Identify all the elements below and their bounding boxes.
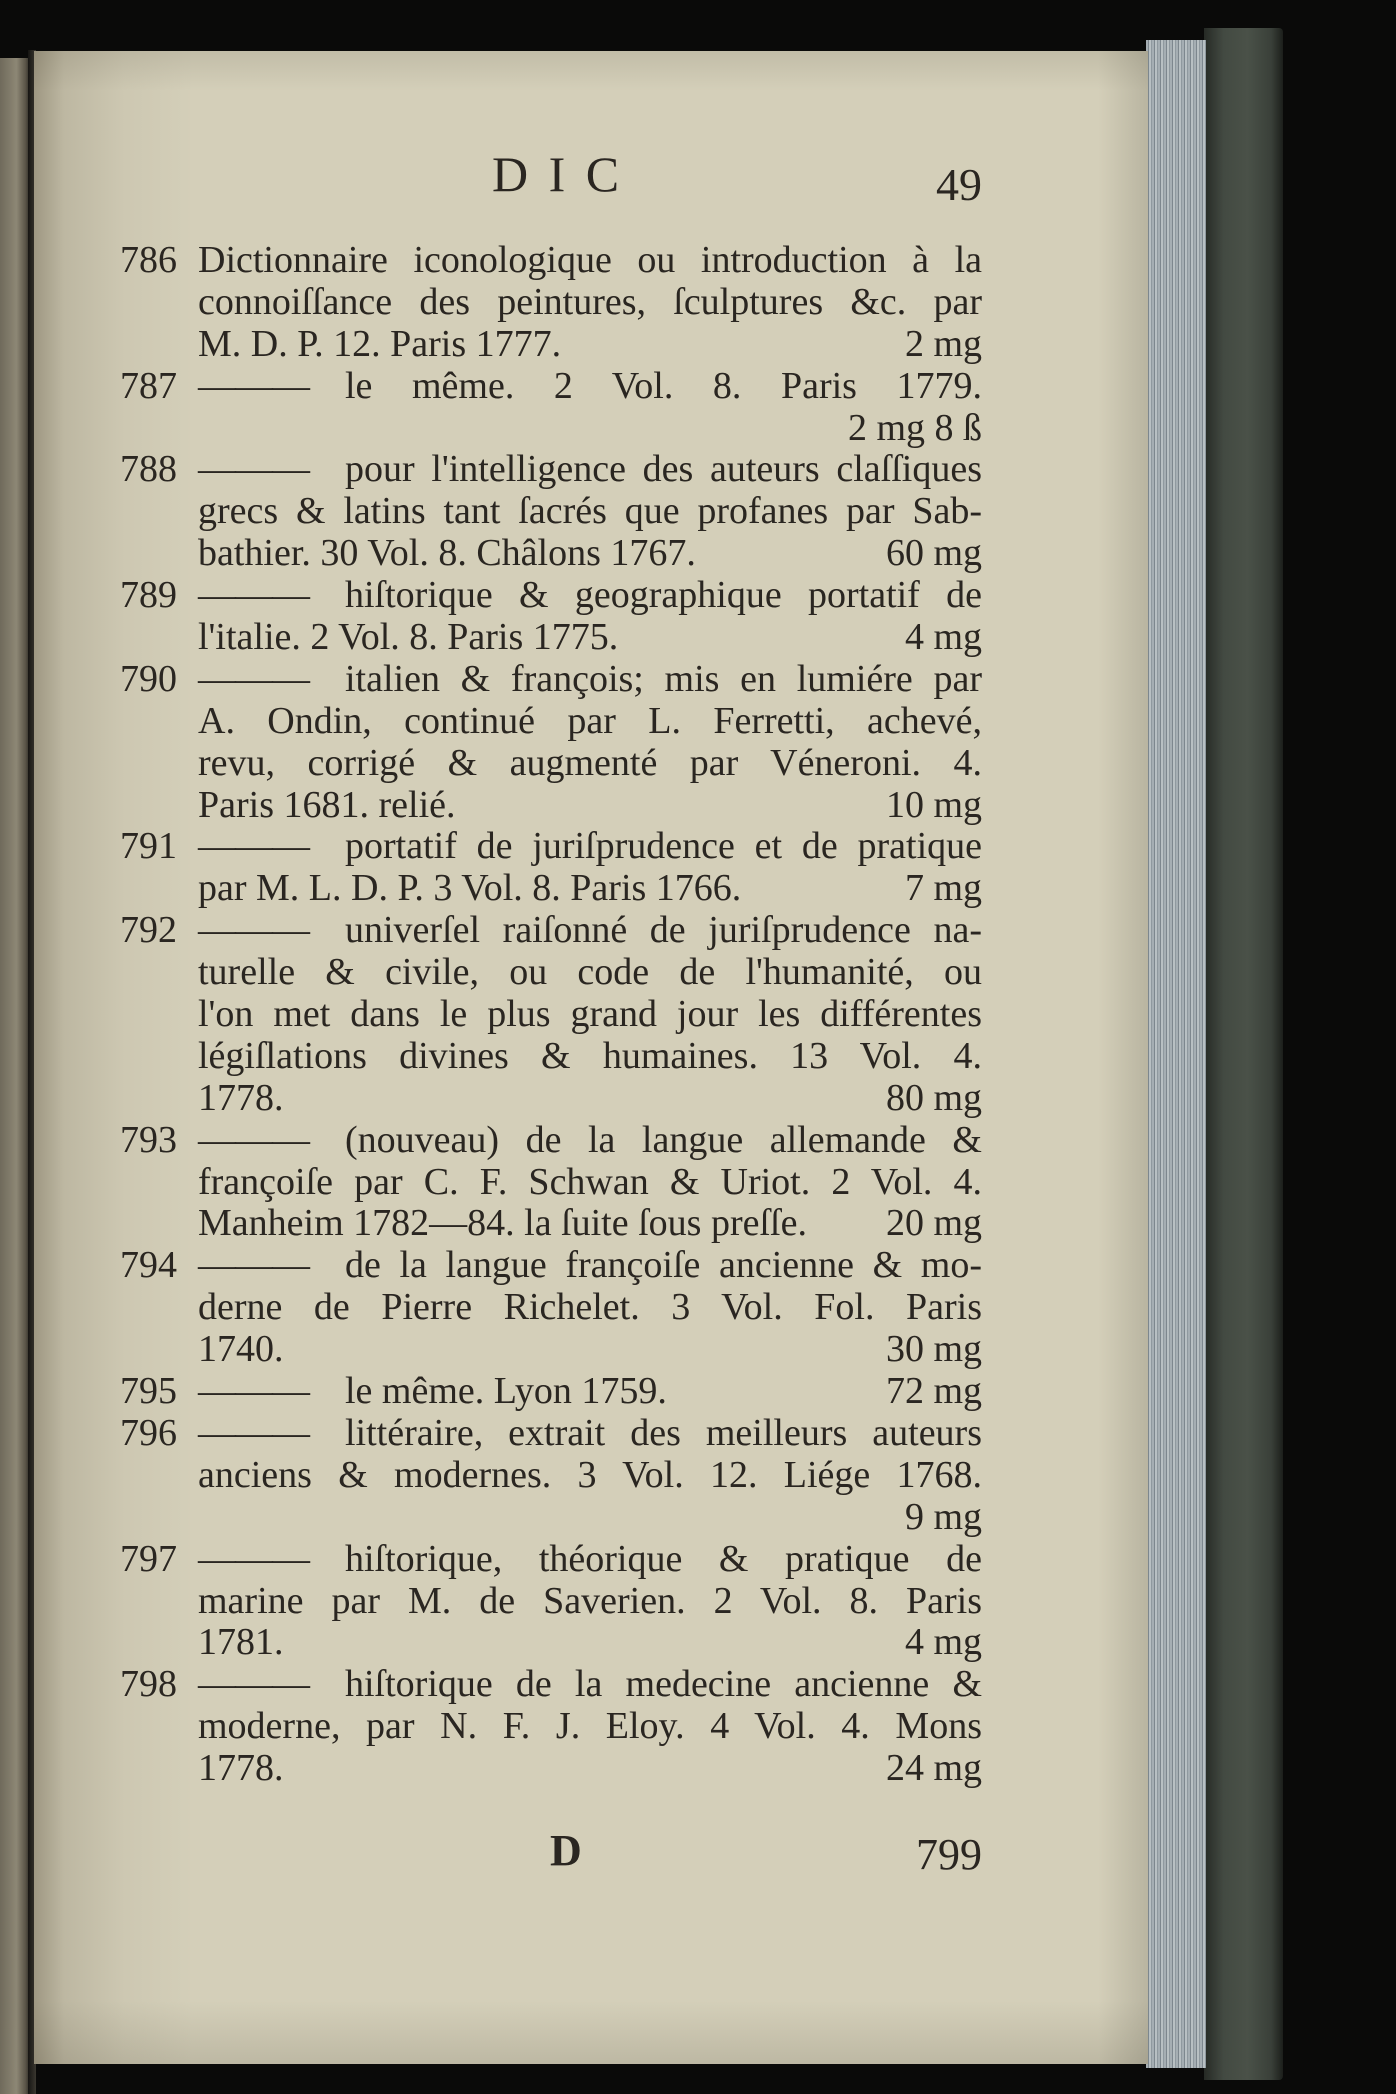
entry-line-body <box>198 491 982 533</box>
number-gutter <box>120 1748 198 1790</box>
ditto-dash: ——— <box>198 826 309 868</box>
catalog-line <box>120 617 982 659</box>
catalog-line <box>120 1329 982 1371</box>
entry-line-body <box>198 533 982 575</box>
ditto-dash: ——— <box>198 1538 309 1580</box>
number-gutter <box>120 1203 198 1245</box>
entry-line-body <box>198 826 982 868</box>
entry-text: revu, corrigé & augmenté par Véneroni. 4. <box>198 742 982 784</box>
catalog-line <box>120 282 982 324</box>
entry-line-body <box>198 1455 982 1497</box>
number-gutter <box>120 785 198 827</box>
catalog-line <box>120 868 982 910</box>
number-gutter <box>120 1329 198 1371</box>
entry-text: italien & françois; mis en lumiére par <box>345 658 982 700</box>
catalog-line <box>120 1497 982 1539</box>
number-gutter <box>120 1287 198 1329</box>
entry-text: connoiſſance des peintures, ſculptures &c. par <box>198 281 982 323</box>
entry-line-body <box>198 1706 982 1748</box>
ditto-dash: ——— <box>198 1412 309 1454</box>
catalog-line <box>120 1539 982 1581</box>
entry-line-body <box>198 1120 982 1162</box>
number-gutter <box>120 1455 198 1497</box>
entry-text: Dictionnaire iconologique ou introduction à la <box>198 240 982 281</box>
book-page <box>34 51 1148 2064</box>
entry-line-body <box>198 1078 982 1120</box>
catalog-entry <box>120 1664 982 1790</box>
entry-price: 24 mg <box>885 1748 982 1790</box>
ditto-dash: ——— <box>198 1664 309 1706</box>
entry-price: 4 mg <box>904 1622 982 1664</box>
page-edges <box>1146 40 1206 2068</box>
catalog-entry <box>120 575 982 659</box>
catalog-entry <box>120 366 982 450</box>
entry-text: (nouveau) de la langue allemande & <box>345 1119 982 1161</box>
number-gutter <box>120 1581 198 1623</box>
entry-line-body <box>198 1371 982 1413</box>
catalog-entry <box>120 826 982 910</box>
entry-text: moderne, par N. F. J. Eloy. 4 Vol. 4. Mons <box>198 1706 982 1748</box>
catalog-entry <box>120 1371 982 1413</box>
catalog-line <box>120 701 982 743</box>
entry-text: pour l'intelligence des auteurs claſſiques <box>345 449 982 491</box>
entry-text: de la langue françoiſe ancienne & mo- <box>345 1245 982 1287</box>
ditto-dash: ——— <box>198 658 309 700</box>
page-number: 49 <box>936 159 982 210</box>
entry-price: 9 mg <box>904 1496 982 1538</box>
entry-text: 1740. <box>198 1329 284 1371</box>
entry-text: hiſtorique, théorique & pratique de <box>345 1538 982 1580</box>
catalog-line <box>120 449 982 491</box>
entry-text: par M. L. D. P. 3 Vol. 8. Paris 1766. <box>198 868 742 910</box>
entry-line-body <box>198 1622 982 1664</box>
entry-line-body <box>198 1036 982 1078</box>
catalog-line <box>120 1203 982 1245</box>
catalog-line <box>120 1581 982 1623</box>
entry-line-body <box>198 324 982 366</box>
entry-line-body <box>198 1497 982 1539</box>
entry-text: Manheim 1782—84. la ſuite ſous preſſe. <box>198 1203 807 1245</box>
ditto-dash: ——— <box>198 1245 309 1287</box>
entry-text: anciens & modernes. 3 Vol. 12. Liége 1768. <box>198 1454 982 1496</box>
catalog-line <box>120 533 982 575</box>
entry-number: 788 <box>120 449 177 491</box>
catalog-entry <box>120 910 982 1119</box>
entry-text: M. D. P. 12. Paris 1777. <box>198 323 562 365</box>
catalog-line <box>120 743 982 785</box>
entry-text: hiſtorique & geographique portatif de <box>345 575 982 617</box>
catalog-entry <box>120 240 982 366</box>
catalog-entry <box>120 1120 982 1246</box>
catalog-line <box>120 994 982 1036</box>
ditto-dash: ——— <box>198 365 309 407</box>
ditto-dash: ——— <box>198 575 309 617</box>
entry-text: littéraire, extrait des meilleurs auteurs <box>345 1412 982 1454</box>
entry-text: l'on met dans le plus grand jour les différentes <box>198 994 982 1036</box>
entry-line-body <box>198 994 982 1036</box>
catalog-line <box>120 1748 982 1790</box>
entry-line-body <box>198 1539 982 1581</box>
entry-number: 791 <box>120 826 177 868</box>
number-gutter <box>120 952 198 994</box>
catalog-entry <box>120 659 982 827</box>
catalog-line <box>120 366 982 408</box>
catalog-line <box>120 1371 982 1413</box>
entry-text: turelle & civile, ou code de l'humanité, ou <box>198 952 982 994</box>
entry-text: grecs & latins tant ſacrés que profanes par Sab- <box>198 491 982 533</box>
entry-number: 796 <box>120 1412 177 1454</box>
entry-line-body <box>198 743 982 785</box>
signature-mark: D <box>550 1826 582 1875</box>
catchword: 799 <box>916 1830 982 1879</box>
entry-price: 60 mg <box>885 533 982 575</box>
number-gutter <box>120 994 198 1036</box>
number-gutter <box>120 282 198 324</box>
catalog-entry <box>120 1245 982 1371</box>
entry-text: A. Ondin, continué par L. Ferretti, achevé, <box>198 700 982 742</box>
catalog-line <box>120 491 982 533</box>
running-title: D I C <box>492 146 624 202</box>
catalog-line <box>120 659 982 701</box>
catalog-line <box>120 1287 982 1329</box>
entry-line-body <box>198 1203 982 1245</box>
entry-text: le même. 2 Vol. 8. Paris 1779. <box>345 365 982 407</box>
number-gutter <box>120 701 198 743</box>
entry-number: 787 <box>120 365 177 407</box>
entry-line-body <box>198 240 982 282</box>
entry-price: 30 mg <box>885 1329 982 1371</box>
number-gutter <box>120 617 198 659</box>
entry-price: 20 mg <box>885 1203 982 1245</box>
book-cover <box>1204 28 1283 2080</box>
catalog-line <box>120 1245 982 1287</box>
catalog-entry <box>120 1413 982 1539</box>
entry-line-body <box>198 868 982 910</box>
catalog-line <box>120 1162 982 1204</box>
catalog-line <box>120 1455 982 1497</box>
entry-text: hiſtorique de la medecine ancienne & <box>345 1664 982 1706</box>
catalog-entry <box>120 449 982 575</box>
ditto-dash: ——— <box>198 1371 309 1413</box>
entry-line-body <box>198 1329 982 1371</box>
entry-text: le même. Lyon 1759. <box>345 1371 667 1413</box>
number-gutter <box>120 324 198 366</box>
ditto-dash: ——— <box>198 449 309 491</box>
catalog-line <box>120 575 982 617</box>
entry-line-body <box>198 449 982 491</box>
ditto-dash: ——— <box>198 1119 309 1161</box>
entry-price: 2 mg <box>904 323 982 365</box>
catalog-line <box>120 1413 982 1455</box>
entry-text: univerſel raiſonné de juriſprudence na- <box>345 910 982 952</box>
entry-price: 4 mg <box>904 617 982 659</box>
catalog-line <box>120 1120 982 1162</box>
entry-line-body <box>198 1413 982 1455</box>
entry-number: 790 <box>120 658 177 700</box>
entry-line-body <box>198 1245 982 1287</box>
entry-text: 1781. <box>198 1622 284 1664</box>
entry-number: 798 <box>120 1664 177 1706</box>
catalog-line <box>120 240 982 282</box>
catalog-line <box>120 1706 982 1748</box>
number-gutter <box>120 743 198 785</box>
entry-number: 792 <box>120 910 177 952</box>
previous-leaf-edge <box>0 58 30 2094</box>
catalog-entries <box>120 240 982 1790</box>
entry-line-body <box>198 1162 982 1204</box>
entry-text: bathier. 30 Vol. 8. Châlons 1767. <box>198 533 696 575</box>
entry-line-body <box>198 1287 982 1329</box>
entry-line-body <box>198 366 982 408</box>
entry-line-body <box>198 617 982 659</box>
entry-number: 797 <box>120 1538 177 1580</box>
entry-line-body <box>198 282 982 324</box>
entry-line-body <box>198 952 982 994</box>
number-gutter <box>120 1706 198 1748</box>
number-gutter <box>120 491 198 533</box>
catalog-line <box>120 785 982 827</box>
entry-price: 7 mg <box>904 868 982 910</box>
catalog-entry <box>120 1539 982 1665</box>
entry-text: 1778. <box>198 1077 284 1119</box>
entry-line-body <box>198 1664 982 1706</box>
entry-line-body <box>198 785 982 827</box>
entry-text: portatif de juriſprudence et de pratique <box>345 826 982 868</box>
number-gutter <box>120 1078 198 1120</box>
number-gutter <box>120 1036 198 1078</box>
ditto-dash: ——— <box>198 910 309 952</box>
entry-number: 793 <box>120 1119 177 1161</box>
entry-line-body <box>198 408 982 450</box>
catalog-line <box>120 952 982 994</box>
entry-number: 786 <box>120 240 177 281</box>
entry-text: françoiſe par C. F. Schwan & Uriot. 2 Vol. 4. <box>198 1161 982 1203</box>
entry-text: l'italie. 2 Vol. 8. Paris 1775. <box>198 617 619 659</box>
catalog-line <box>120 1078 982 1120</box>
number-gutter <box>120 1162 198 1204</box>
catalog-line <box>120 1664 982 1706</box>
entry-text: Paris 1681. relié. <box>198 784 456 826</box>
number-gutter <box>120 868 198 910</box>
entry-line-body <box>198 1581 982 1623</box>
entry-price: 2 mg 8 ß <box>847 407 982 449</box>
number-gutter <box>120 1622 198 1664</box>
catalog-line <box>120 1622 982 1664</box>
entry-number: 794 <box>120 1245 177 1287</box>
entry-number: 789 <box>120 575 177 617</box>
entry-text: marine par M. de Saverien. 2 Vol. 8. Paris <box>198 1580 982 1622</box>
entry-line-body <box>198 575 982 617</box>
catalog-line <box>120 910 982 952</box>
catalog-line <box>120 1036 982 1078</box>
entry-price: 72 mg <box>885 1371 982 1413</box>
entry-price: 80 mg <box>885 1077 982 1119</box>
catalog-line <box>120 408 982 450</box>
entry-price: 10 mg <box>885 784 982 826</box>
catalog-line <box>120 324 982 366</box>
entry-line-body <box>198 1748 982 1790</box>
number-gutter <box>120 408 198 450</box>
number-gutter <box>120 533 198 575</box>
entry-text: 1778. <box>198 1748 284 1790</box>
entry-line-body <box>198 910 982 952</box>
entry-text: légiſlations divines & humaines. 13 Vol. 4. <box>198 1035 982 1077</box>
entry-text: derne de Pierre Richelet. 3 Vol. Fol. Paris <box>198 1287 982 1329</box>
entry-number: 795 <box>120 1371 177 1413</box>
number-gutter <box>120 1497 198 1539</box>
entry-line-body <box>198 659 982 701</box>
catalog-line <box>120 826 982 868</box>
entry-line-body <box>198 701 982 743</box>
